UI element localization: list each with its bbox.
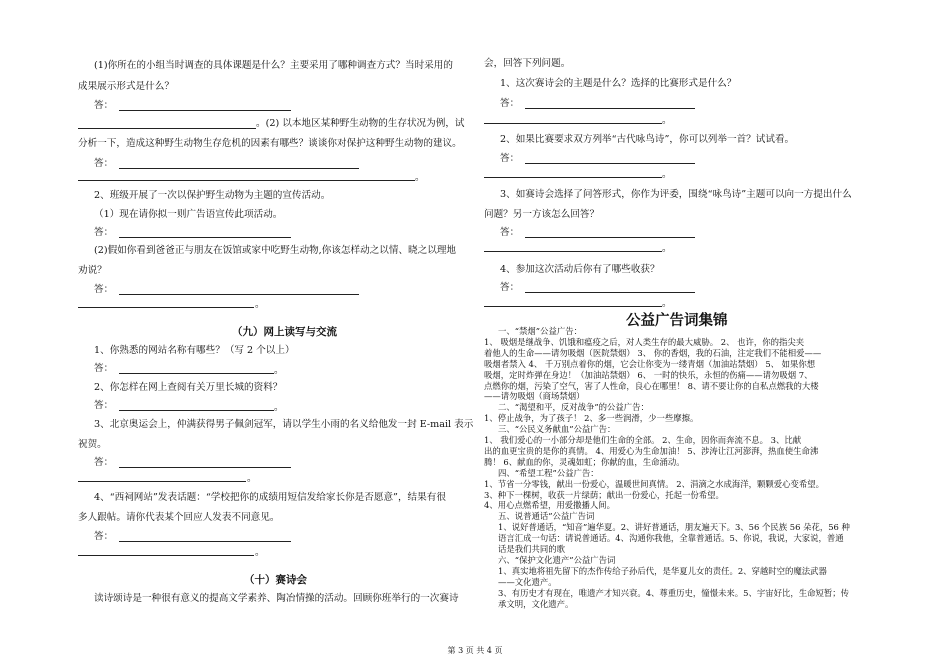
section9-title: （九）网上读写与交流: [232, 326, 337, 338]
page-footer: 第 3 页 共 4 页: [447, 646, 503, 655]
answer-label: 答：: [500, 282, 520, 293]
ad-line: 3、有历史才有现在，唯遗产才知兴衰。4、尊重历史，憧憬未来。5、宇宙好比，生命短暂；传: [498, 587, 849, 598]
period: 。: [662, 243, 672, 254]
s9-q2: 2、你怎样在网上查阅有关万里长城的资料？: [94, 382, 283, 393]
period: 。: [255, 547, 265, 558]
rq4: 4、参加这次活动后你有了哪些收获？: [500, 264, 660, 275]
answer-line[interactable]: [78, 481, 246, 482]
period: 。: [255, 299, 265, 310]
rq1: 1、这次赛诗会的主题是什么？选择的比赛形式是什么？: [500, 78, 737, 89]
q2-text: 2、班级开展了一次以保护野生动物为主题的宣传活动。: [94, 190, 331, 201]
period: 。: [274, 365, 284, 376]
answer-label: 答：: [500, 153, 520, 164]
q2-2-line2: 劝说？: [78, 265, 107, 276]
rq2: 2、如果比赛要求双方列举“古代咏鸟诗”，你可以列举一首？试试看。: [500, 134, 795, 145]
period: 。: [247, 473, 257, 484]
period: 。: [415, 172, 425, 183]
ad-line: 吸烟者禁入 4、 千万别点着你的烟，它会让你变为一缕青烟（加油站禁烟） 5、 如果你想: [484, 358, 816, 369]
answer-line[interactable]: [484, 251, 662, 252]
period: 。: [662, 115, 672, 126]
s10-intro: 读诗颂诗是一种很有意义的提高文学素养、陶冶情操的活动。回顾你班举行的一次赛诗: [94, 593, 459, 604]
s9-q1: 1、你熟悉的网站名称有哪些？（写 2 个以上）: [94, 345, 295, 356]
s9-q4-line1: 4、“西祠网站”发表话题：“学校把你的成绩用短信发给家长你是否愿意”，结果有很: [94, 492, 446, 503]
ad-line: 出的血更宝贵的是你的真情。 4、用爱心为生命加油！ 5、涉涛让江河澎湃，热血使生命沸: [484, 445, 819, 456]
ad-line: 一、“禁烟”公益广告：: [498, 326, 582, 336]
ad-line: 3、种下一棵树，收获一片绿荫；献出一份爱心，托起一份希望。: [484, 489, 724, 500]
answer-label: 答：: [500, 227, 520, 238]
answer-label: 答：: [94, 100, 114, 111]
ad-line: 五、说普通话”公益广告词: [498, 511, 595, 522]
q2-1-text: （1）现在请你拟一则广告语宣传此项活动。: [94, 209, 283, 220]
q1-part2-line2: 分析一下，造成这种野生动物生存危机的因素有哪些？谈谈你对保护这种野生动物的建议。: [78, 138, 462, 149]
answer-line[interactable]: [119, 168, 359, 169]
ad-line: 1、说好普通话，“知音”遍华夏。2、讲好普通话，朋友遍天下。3、56 个民族 56 朵花，56 种: [498, 522, 850, 533]
rq3-line1: 3、如赛诗会选择了问答形式，你作为评委，围绕“咏鸟诗”主题可以向一方提出什么: [500, 189, 852, 200]
answer-line[interactable]: [119, 237, 291, 238]
answer-label: 答：: [94, 400, 114, 411]
ad-line: 点燃你的烟，污染了空气，害了人性命，良心在哪里！ 8、请不要让你的自私点燃我的大楼: [484, 380, 819, 391]
s9-q3-line2: 祝贺。: [78, 439, 107, 450]
ad-line: 4、用心点燃希望，用爱撒播人间。: [484, 500, 615, 511]
ad-line: 1、 吸烟是继战争、饥饿和瘟疫之后，对人类生存的最大威胁。 2、 也许，你的指尖夹: [484, 336, 805, 347]
intro-continued: 会，回答下列问题。: [484, 58, 571, 69]
ad-line: ——文化遗产。: [498, 576, 557, 587]
answer-line[interactable]: [78, 180, 415, 181]
ad-line: 六、“保护文化遗产”公益广告词: [498, 554, 616, 565]
ad-line: 腾！ 6、献血的你，灵魂如虹；你献的血，生命涌动。: [484, 456, 685, 467]
answer-line[interactable]: [78, 307, 254, 308]
section10-title: （十）赛诗会: [244, 574, 307, 586]
answer-line[interactable]: [525, 163, 695, 164]
answer-label: 答：: [94, 158, 114, 169]
ad-line: 1、真实地将祖先留下的杰作传给子孙后代，是华夏儿女的责任。2、穿越时空的魔法武器: [498, 565, 827, 576]
ad-line: 语言汇成一句话：请说普通话。4、沟通你我他，全靠普通话。5、你说，我说，大家说，普通: [498, 533, 844, 544]
ad-collection-title: 公益广告词集锦: [626, 313, 728, 329]
answer-line[interactable]: [119, 373, 274, 374]
period: 。: [662, 298, 672, 309]
answer-label: 答：: [94, 531, 114, 542]
answer-line[interactable]: [119, 541, 291, 542]
q1-part1-line2: 成果展示形式是什么？: [78, 81, 174, 92]
rq3-line2: 问题？另一方该怎么回答？: [484, 209, 600, 220]
ad-line: ——请勿吸烟（商场禁烟）: [484, 391, 585, 402]
answer-line[interactable]: [119, 294, 359, 295]
answer-line[interactable]: [484, 306, 662, 307]
answer-label: 答：: [94, 284, 114, 295]
q2-2-line1: (2)假如你看到爸爸正与朋友在饭馆或家中吃野生动物,你该怎样动之以情、晓之以理地: [94, 245, 457, 256]
answer-line[interactable]: [119, 410, 274, 411]
answer-line[interactable]: [525, 237, 695, 238]
ad-line: 1、节省一分零钱，献出一份爱心，温暖世间真情。 2、涓滴之水成海洋，颗颗爱心变希望。: [484, 478, 824, 489]
answer-label: 答：: [94, 363, 114, 374]
answer-line[interactable]: [525, 292, 695, 293]
ad-line: 话是我们共同的歌: [498, 544, 565, 554]
ad-line: 着他人的生命——请勿吸烟（医院禁烟） 3、 你的香烟，我的石油，注定我们不能相爱——: [484, 347, 822, 358]
ad-line: 吸烟，定时炸弹在身边！（加油站禁烟） 6、 一时的快乐，永恒的伤痛——请勿吸烟 7、: [484, 369, 813, 380]
ad-line: 1、 我们爱心的一小部分却是他们生命的全部。 2、生命，因你而奔流不息。 3、比献: [484, 435, 802, 445]
answer-line[interactable]: [119, 467, 291, 468]
answer-line[interactable]: [484, 177, 662, 178]
answer-line[interactable]: [119, 110, 291, 111]
answer-label: 答：: [94, 227, 114, 238]
answer-line[interactable]: [525, 108, 695, 109]
answer-label: 答：: [500, 98, 520, 109]
answer-line[interactable]: [484, 123, 662, 124]
answer-label: 答：: [94, 457, 114, 468]
s9-q4-line2: 多人跟帖。请你代表某个回应人发表不同意见。: [78, 512, 280, 523]
ad-line: 二、“渴望和平，反对战争”的公益广告：: [498, 402, 649, 413]
q1-part2-line1: 。(2) 以本地区某种野生动物的生存状况为例，试: [256, 118, 465, 129]
answer-line[interactable]: [78, 128, 256, 129]
ad-line: 四、“希望工程”公益广告：: [498, 467, 599, 478]
s9-q3-line1: 3、北京奥运会上，仲满获得男子佩剑冠军，请以学生小雨的名义给他发一封 E-mail 表示: [94, 419, 474, 430]
ad-line: 承文明，文化遗产。: [498, 598, 574, 609]
q1-part1-line1: (1)你所在的小组当时调查的具体课题是什么？主要采用了哪种调查方式？当时采用的: [94, 60, 453, 71]
period: 。: [662, 169, 672, 180]
ad-line: 1、停止战争，为了孩子！ 2、多一些润滑，少一些摩擦。: [484, 413, 699, 424]
period: 。: [274, 402, 284, 413]
answer-line[interactable]: [78, 555, 254, 556]
ad-line: 三、“公民义务献血”公益广告：: [498, 424, 616, 435]
